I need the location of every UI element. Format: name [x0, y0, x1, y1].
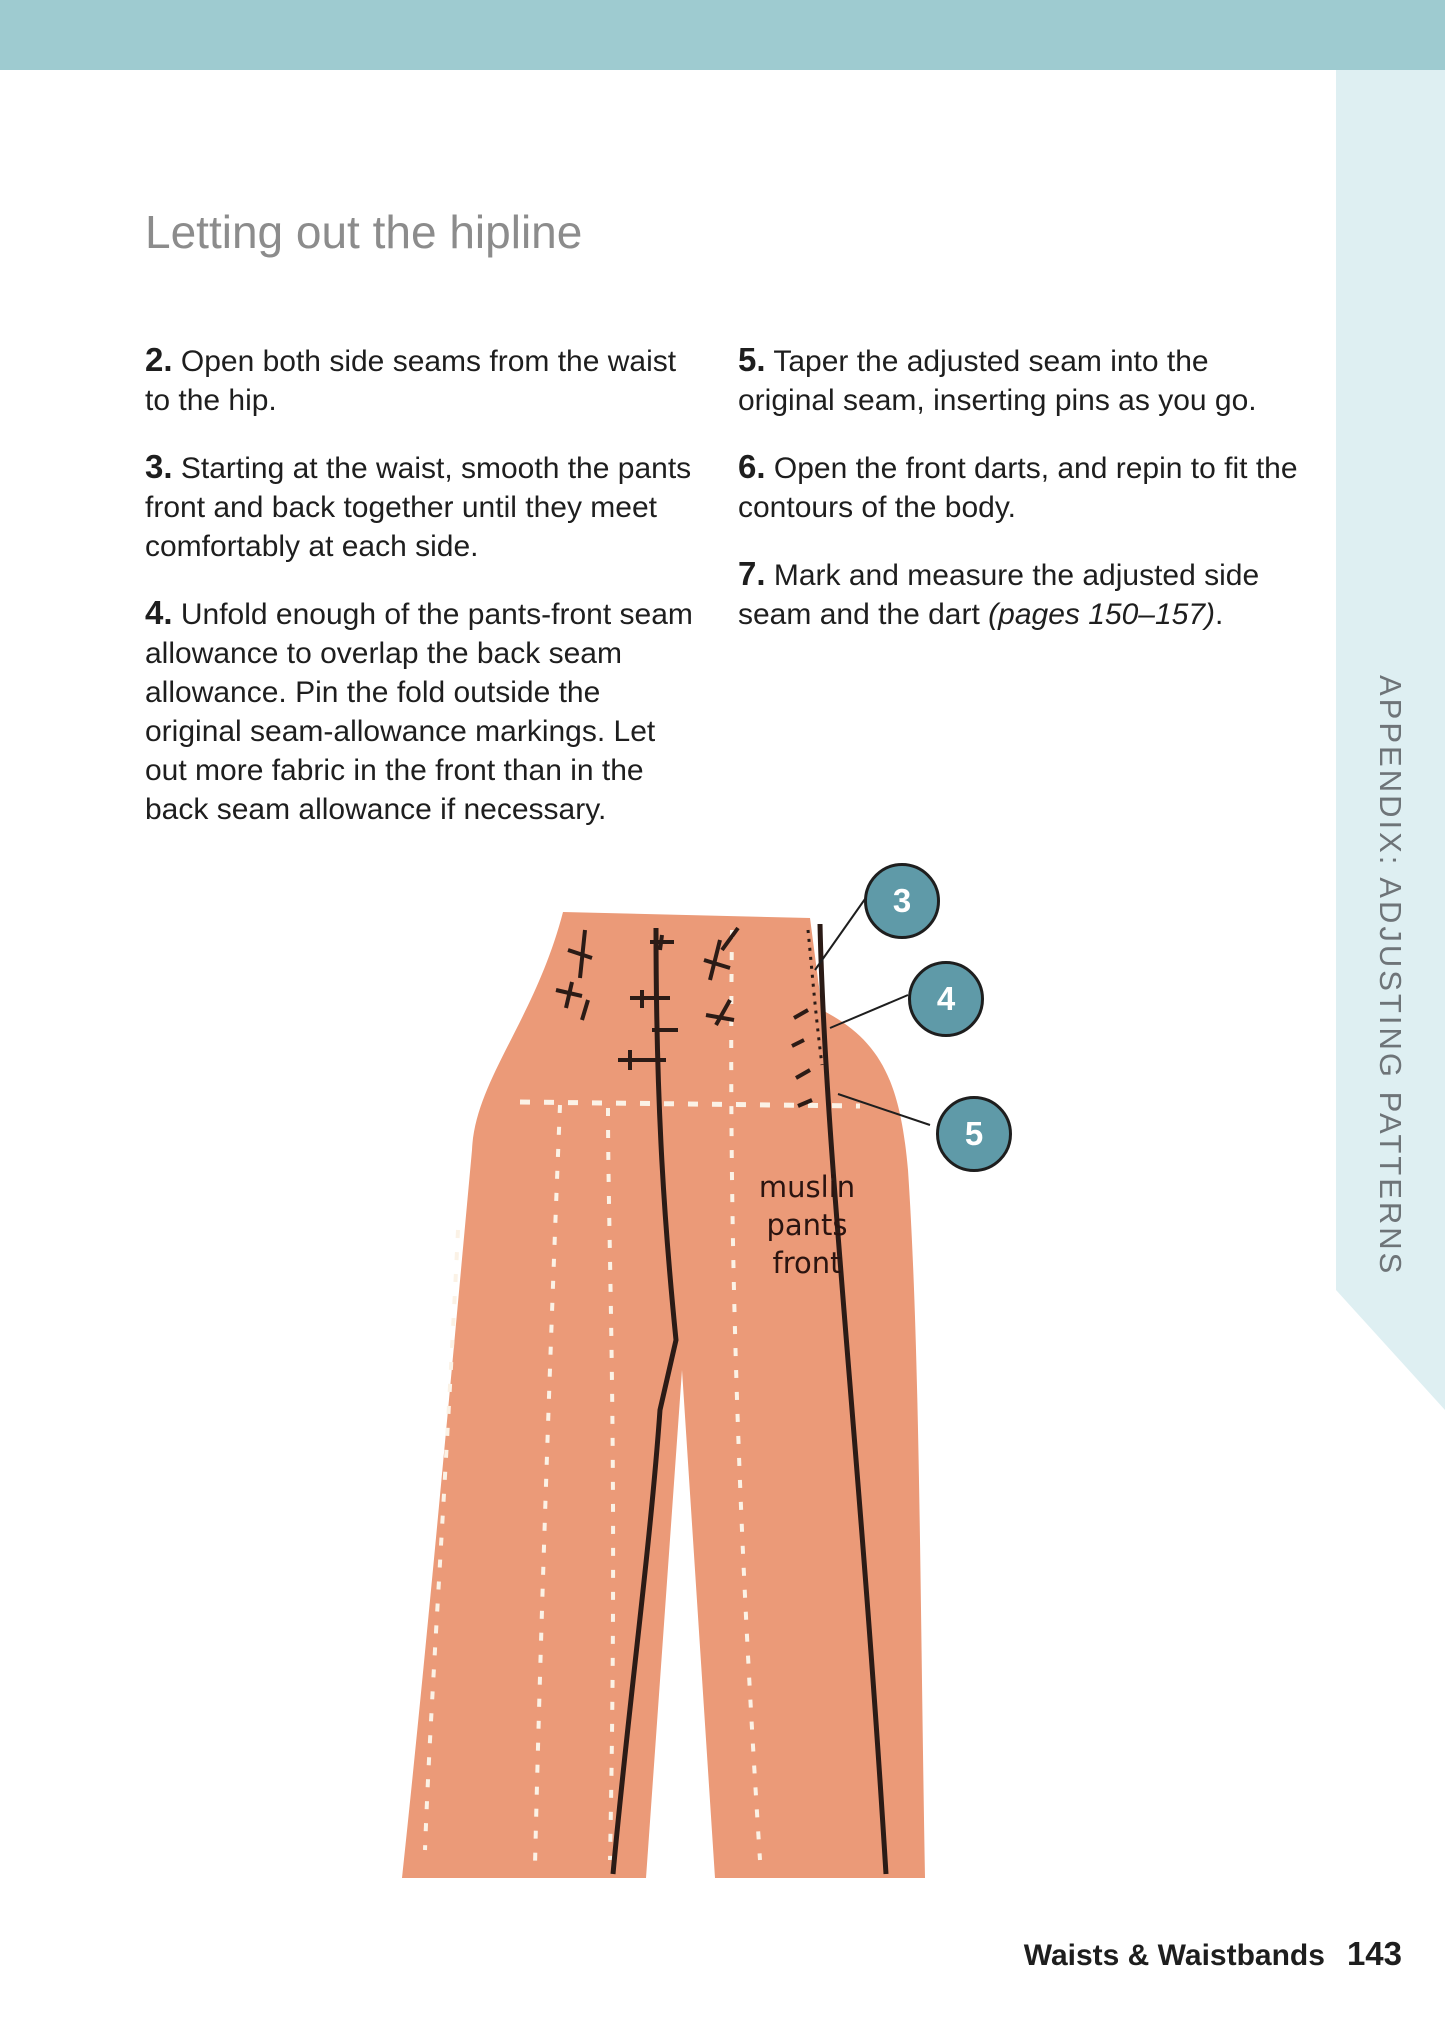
step-text: Open the front darts, and repin to fit the contours of the body. — [738, 452, 1298, 524]
step-number: 2. — [145, 341, 173, 378]
steps-column-right — [738, 340, 1308, 661]
fabric-label-line-2: pants front — [766, 1208, 848, 1280]
step-text: Open both side seams from the waist to the hip. — [145, 345, 677, 417]
top-color-band — [0, 0, 1445, 70]
step-3 — [145, 447, 705, 566]
step-2 — [145, 340, 705, 420]
callout-3: 3 — [864, 863, 940, 939]
step-text-end: . — [1215, 598, 1224, 631]
side-tab-corner — [1336, 1290, 1445, 1410]
step-number: 3. — [145, 448, 173, 485]
step-text: Unfold enough of the pants-front seam allowance to overlap the back seam allowance. Pin the fold outside the original seam-allowance markings. Let out more fabric in the front than in the back seam allowance if necessary. — [145, 598, 693, 826]
section-title: Letting out the hipline — [145, 206, 583, 258]
step-number: 6. — [738, 448, 766, 485]
step-7 — [738, 554, 1308, 634]
step-text: Taper the adjusted seam into the original seam, inserting pins as you go. — [738, 345, 1257, 417]
steps-column-left — [145, 340, 705, 856]
step-4 — [145, 593, 705, 829]
step-5 — [738, 340, 1308, 420]
page-footer — [1024, 1935, 1402, 1973]
callout-4: 4 — [908, 961, 984, 1037]
callout-5: 5 — [936, 1096, 1012, 1172]
step-text: Mark and measure the adjusted side seam and the dart — [738, 559, 1260, 631]
side-tab-label: APPENDIX: ADJUSTING PATTERNS — [1373, 675, 1408, 1277]
fabric-label-line-1: muslin — [758, 1170, 856, 1204]
step-6 — [738, 447, 1308, 527]
page-number: 143 — [1346, 1935, 1402, 1972]
step-number: 7. — [738, 555, 766, 592]
step-number: 4. — [145, 594, 173, 631]
step-number: 5. — [738, 341, 766, 378]
fabric-label — [732, 1168, 882, 1282]
chapter-title: Waists & Waistbands — [1023, 1939, 1325, 1972]
page-reference: (pages 150–157) — [988, 598, 1216, 631]
step-text: Starting at the waist, smooth the pants front and back together until they meet comfortably at each side. — [145, 452, 692, 563]
